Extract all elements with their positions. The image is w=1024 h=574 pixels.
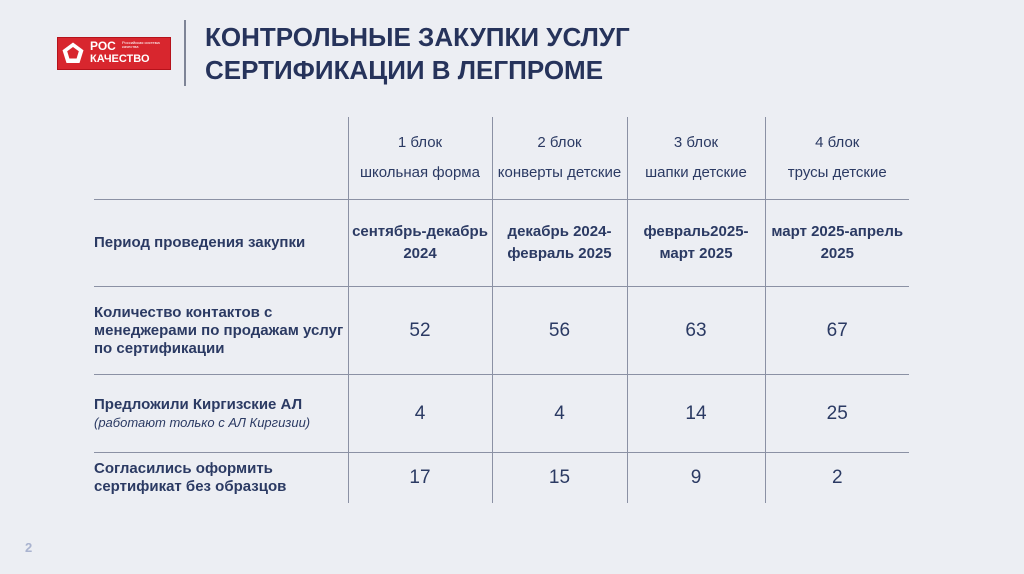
logo-word-2: КАЧЕСТВО [90, 53, 150, 65]
header-block-1 [348, 117, 492, 200]
period-cell: сентябрь-декабрь 2024 [348, 200, 492, 287]
row-label-agreed: Согласились оформить сертификат без образцов [94, 453, 348, 504]
table-row-agreed [94, 453, 909, 504]
contacts-cell: 67 [765, 287, 909, 375]
kyrgyz-cell: 14 [627, 375, 765, 453]
block-product: школьная форма [360, 164, 480, 181]
header-divider [184, 20, 186, 86]
row-label-contacts: Количество контактов с менеджерами по продажам услуг по сертификации [94, 287, 348, 375]
page-number: 2 [25, 540, 33, 555]
block-number: 2 блок [537, 134, 582, 151]
period-cell: февраль2025-март 2025 [627, 200, 765, 287]
kyrgyz-cell: 25 [765, 375, 909, 453]
block-product: шапки детские [645, 164, 747, 181]
table-row-kyrgyz [94, 375, 909, 453]
contacts-cell: 56 [492, 287, 627, 375]
title-line-2: СЕРТИФИКАЦИИ В ЛЕГПРОМЕ [205, 55, 604, 85]
row-label-kyrgyz [94, 375, 348, 453]
header-block-4 [765, 117, 909, 200]
block-product: конверты детские [497, 164, 622, 181]
agreed-cell: 2 [765, 453, 909, 504]
logo-small-text: Российская система качества [122, 40, 160, 49]
block-number: 4 блок [815, 134, 860, 151]
title-line-1: КОНТРОЛЬНЫЕ ЗАКУПКИ УСЛУГ [205, 22, 630, 52]
agreed-cell: 9 [627, 453, 765, 504]
row-label-period: Период проведения закупки [94, 200, 348, 287]
row-label-kyrgyz-text: Предложили Киргизские АЛ [94, 395, 303, 413]
row-label-kyrgyz-note: (работают только с АЛ Киргизии) [94, 414, 311, 430]
kyrgyz-cell: 4 [492, 375, 627, 453]
agreed-cell: 17 [348, 453, 492, 504]
header-block-3 [627, 117, 765, 200]
block-number: 3 блок [673, 134, 719, 151]
block-number: 1 блок [397, 134, 443, 151]
kyrgyz-cell: 4 [348, 375, 492, 453]
header-corner [94, 117, 348, 200]
pentagon-icon [61, 41, 85, 65]
page-title [205, 21, 630, 87]
procurement-table [94, 117, 909, 503]
contacts-cell: 52 [348, 287, 492, 375]
period-cell: декабрь 2024-февраль 2025 [492, 200, 627, 287]
table-row-period [94, 200, 909, 287]
header-block-2 [492, 117, 627, 200]
roskachestvo-logo [57, 37, 171, 70]
contacts-cell: 63 [627, 287, 765, 375]
table-row-contacts [94, 287, 909, 375]
block-product: трусы детские [787, 164, 887, 181]
table-header-row [94, 117, 909, 200]
logo-word-1: РОС [90, 39, 116, 53]
agreed-cell: 15 [492, 453, 627, 504]
period-cell: март 2025-апрель 2025 [765, 200, 909, 287]
